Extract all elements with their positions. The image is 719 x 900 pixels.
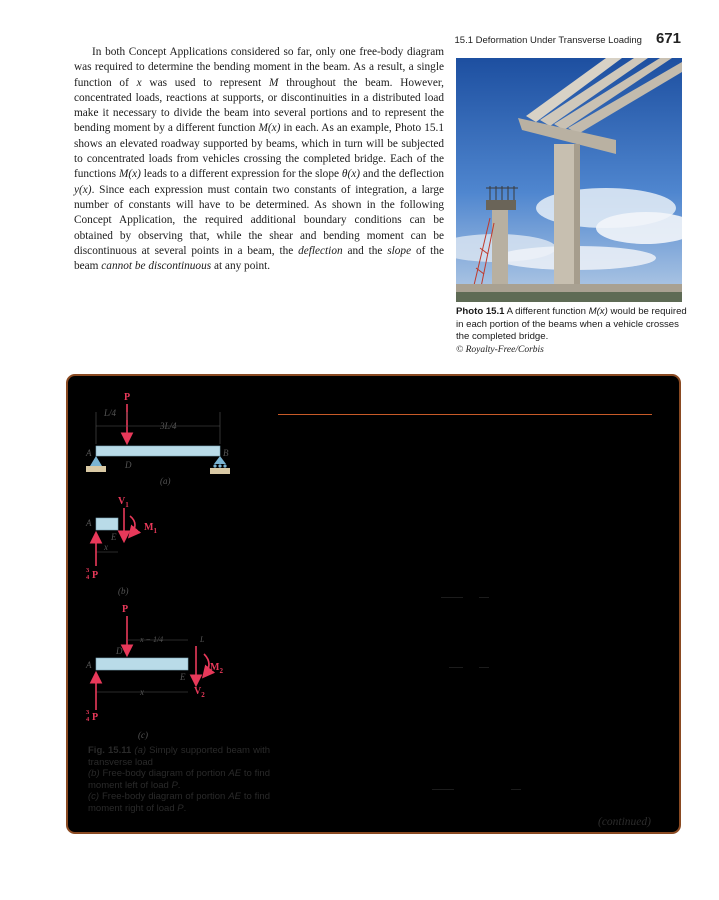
reaction-p: P bbox=[92, 570, 99, 581]
point-d: D bbox=[125, 460, 132, 470]
part-label-a: (a) bbox=[160, 476, 171, 486]
faint-mark bbox=[479, 667, 489, 668]
shear-v2: $V_2$ bbox=[194, 686, 205, 699]
shear-v1: $V_1$ bbox=[118, 496, 129, 509]
rollers bbox=[213, 464, 226, 467]
dim-top: x − 1/4 bbox=[140, 635, 164, 644]
support-base bbox=[86, 466, 106, 472]
point-l: L bbox=[200, 635, 205, 644]
faint-mark bbox=[479, 597, 489, 598]
box-rule bbox=[278, 414, 652, 415]
faint-mark bbox=[432, 789, 454, 790]
faint-mark bbox=[511, 789, 521, 790]
point-e: E bbox=[180, 672, 186, 682]
page-number: 671 bbox=[655, 30, 681, 47]
reaction-denominator: 4 bbox=[86, 716, 90, 723]
x-dim: x bbox=[104, 542, 108, 552]
photo-caption: Photo 15.1 A different function M(x) would be required in each portion of the beams when a vehicle crosses the completed bridge. bbox=[456, 306, 687, 343]
pin-support bbox=[90, 456, 102, 466]
photo-credit: © Royalty-Free/Corbis bbox=[456, 345, 544, 355]
part-label-b: (b) bbox=[118, 586, 129, 596]
load-p-label: P bbox=[122, 604, 129, 615]
figure-caption: Fig. 15.11 (a) Simply supported beam with transverse load (b) Free-body diagram of portion AE to find moment left of load P. (c) Free-body diagram of portion AE to find moment right of load P. bbox=[88, 745, 270, 814]
load-p-label: P bbox=[124, 392, 131, 403]
part-label-c: (c) bbox=[138, 730, 148, 740]
point-a: A bbox=[86, 448, 92, 458]
continued-note: (continued) bbox=[597, 816, 651, 828]
dim-right: 3L/4 bbox=[160, 421, 177, 431]
section-title: 15.1 Deformation Under Transverse Loading bbox=[454, 35, 642, 46]
dim-left: L/4 bbox=[104, 408, 117, 418]
faint-mark bbox=[449, 667, 463, 668]
point-e: E bbox=[111, 532, 117, 542]
moment-m2-arrow bbox=[204, 654, 209, 676]
reaction-numerator: 3 bbox=[86, 709, 90, 716]
figure-15-11 bbox=[72, 384, 272, 744]
reaction-numerator: 3 bbox=[86, 567, 90, 574]
point-d: D bbox=[116, 646, 123, 656]
moment-m2: $M_2$ bbox=[210, 662, 223, 675]
faint-mark bbox=[441, 597, 463, 598]
bridge-photo bbox=[456, 58, 682, 302]
moment-m1: $M_1$ bbox=[144, 522, 157, 535]
figure-part-c bbox=[85, 604, 223, 740]
reaction-p: P bbox=[92, 712, 99, 723]
x-dim: x bbox=[140, 687, 144, 697]
beam bbox=[96, 446, 220, 456]
point-b: B bbox=[223, 448, 229, 458]
running-head bbox=[455, 30, 682, 47]
beam-segment bbox=[96, 518, 118, 530]
point-a: A bbox=[86, 518, 92, 528]
body-paragraph: In both Concept Applications considered so far, only one free-body diagram was required to determine the bending moment in the beam. As a result, a single function of x was used to represent M throughout the beam. However, concentrated loads, reactions at supports, or discontinuities in a distributed load make it necessary to divide the beam into several portions and to represent the bending moment by a different function M(x) in each. As an example, Photo 15.1 shows an elevated roadway supported by beams, which in turn will be subjected to concentrated loads from vehicles crossing the completed bridge. Each of the functions M(x) leads to a different expression for the slope θ(x) and the deflection y(x). Since each expression must contain two constants of integration, a large number of constants will have to be determined. As shown in the following Concept Application, the required additional boundary conditions can be obtained by observing that, while the shear and bending moment can be discontinuous at several points in a beam, the deflection and the slope of the beam cannot be discontinuous at any point. bbox=[74, 46, 445, 273]
figure-part-b bbox=[85, 496, 157, 596]
reaction-denominator: 4 bbox=[86, 574, 90, 581]
support-base bbox=[210, 468, 230, 474]
point-a: A bbox=[86, 660, 92, 670]
beam-segment bbox=[96, 658, 188, 670]
moment-m1-arrow bbox=[130, 516, 135, 536]
figure-part-a bbox=[85, 392, 230, 486]
